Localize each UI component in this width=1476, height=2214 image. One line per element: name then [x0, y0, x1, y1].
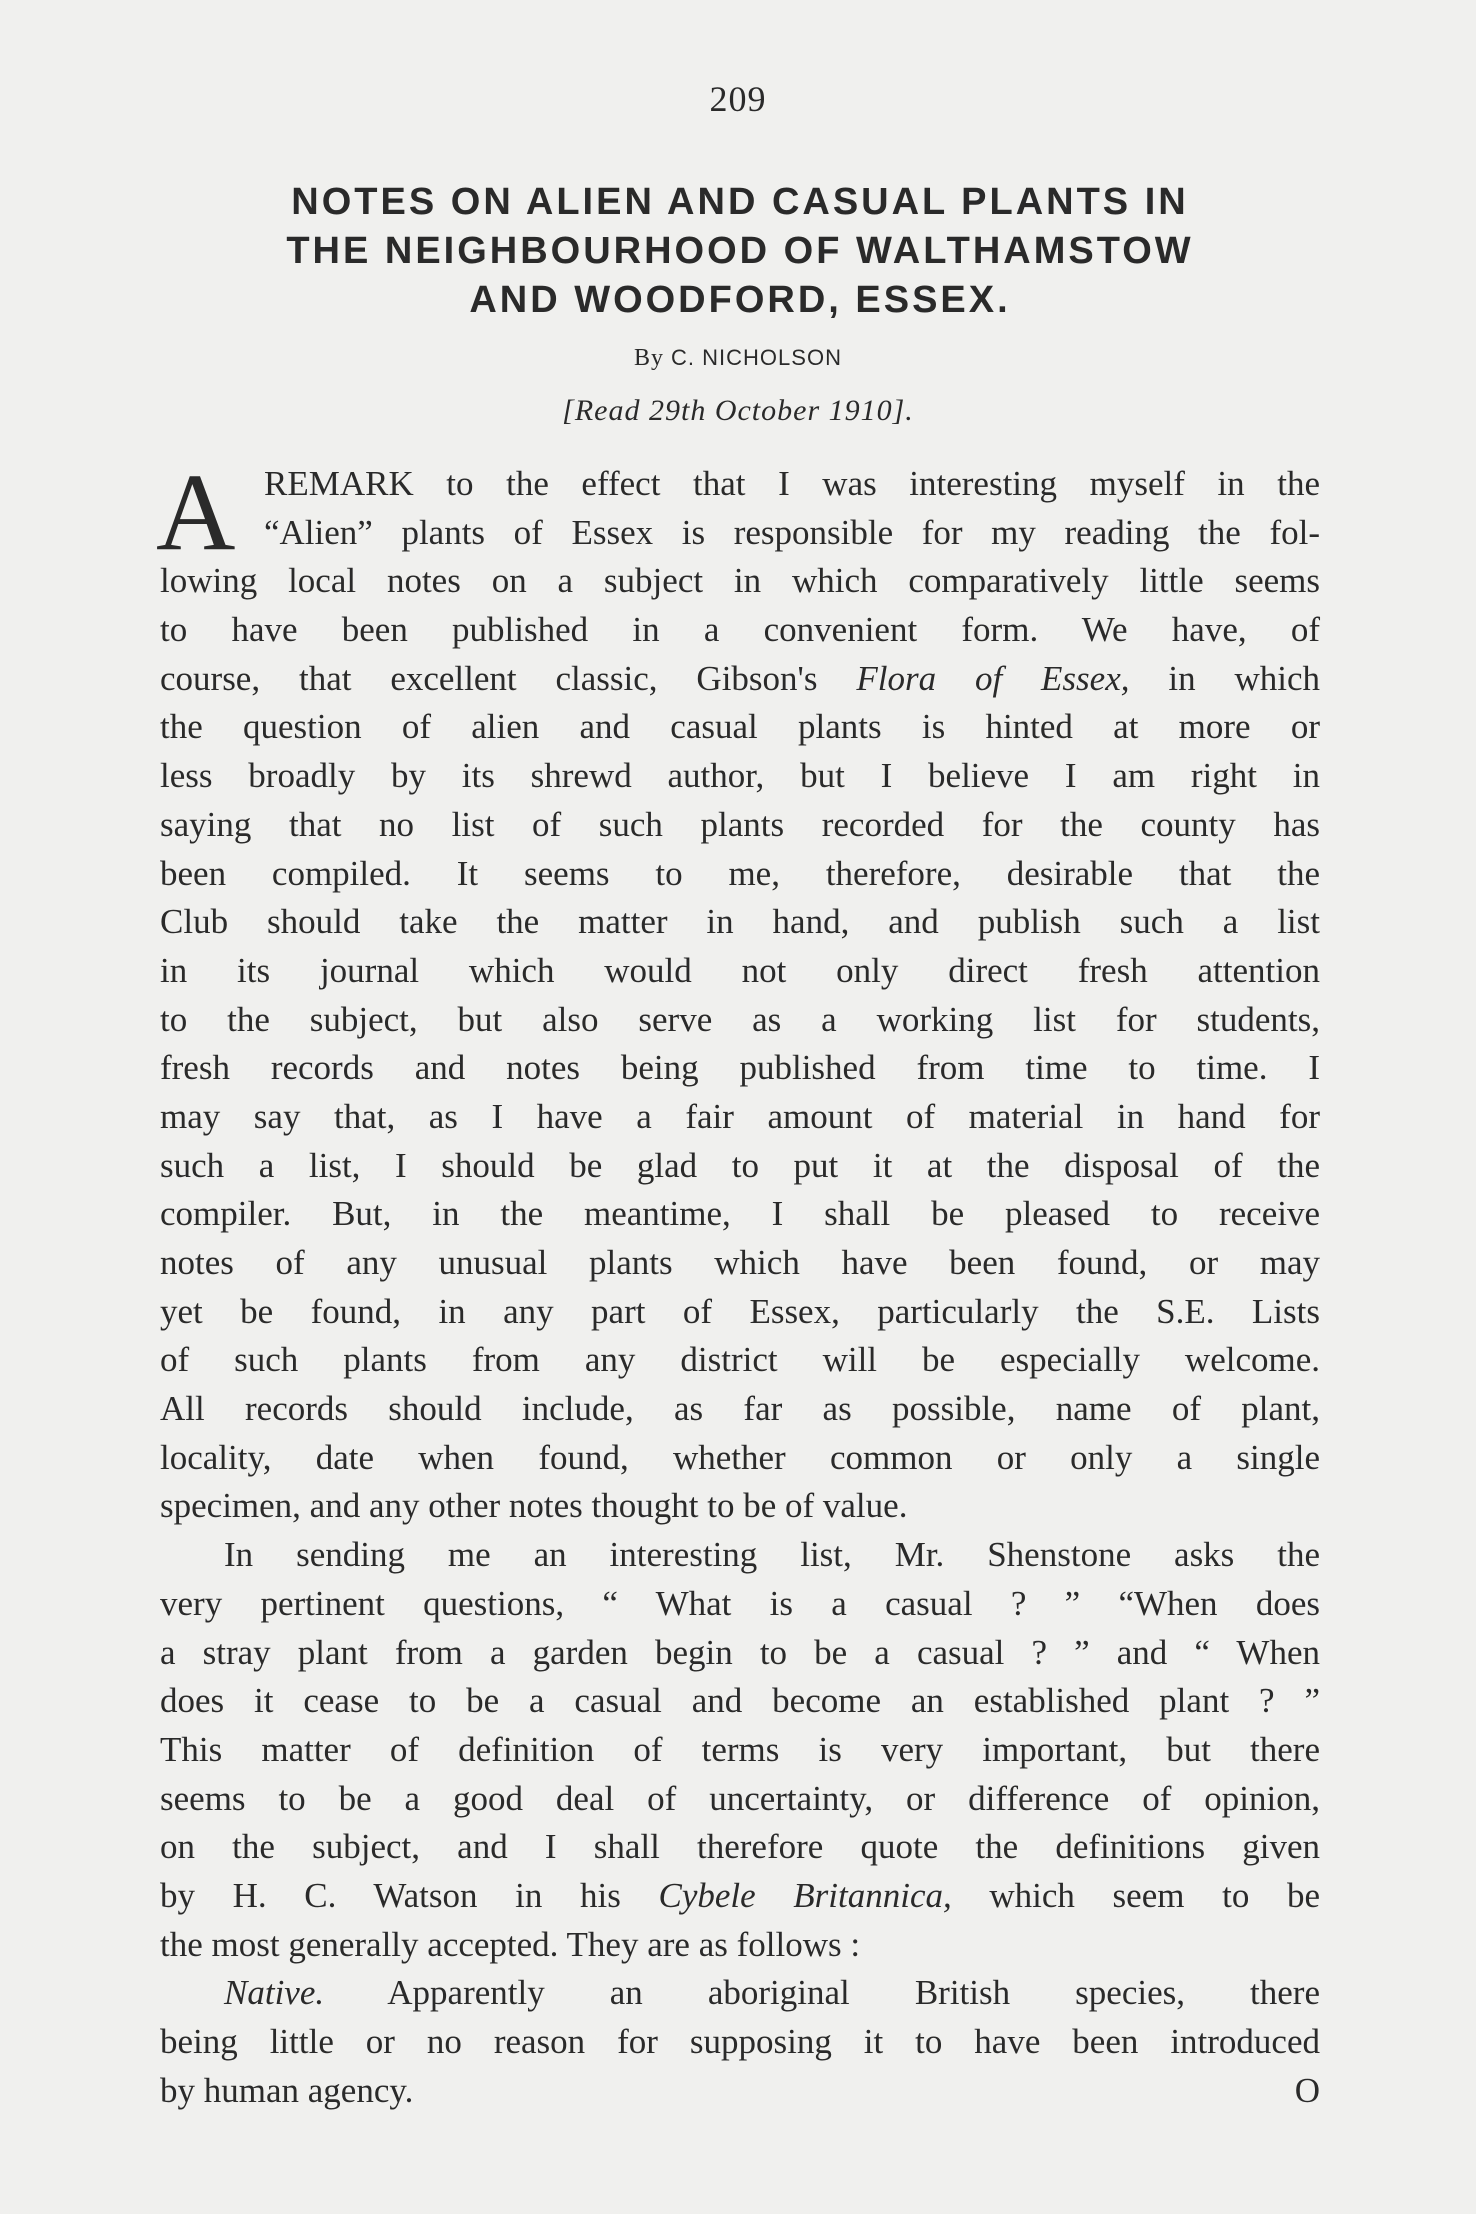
- text-line: “Alien” plants of Essex is responsible for my reading the fol-: [264, 512, 1320, 552]
- text-line: This matter of definition of terms is very important, but there: [160, 1729, 1320, 1769]
- drop-cap: A: [156, 451, 236, 573]
- text-line: [160, 2067, 1320, 2116]
- text-line: fresh records and notes being published from time to time. I: [160, 1048, 1320, 1088]
- text-line: All records should include, as far as possible, name of plant,: [160, 1389, 1320, 1429]
- paragraph-2: [160, 1531, 1320, 1969]
- page-number: 209: [709, 79, 767, 119]
- text-line: [160, 1969, 1320, 2018]
- text-line: seems to be a good deal of uncertainty, or difference of opinion,: [160, 1778, 1320, 1818]
- text-segment: by H. C. Watson in his: [160, 1875, 621, 1915]
- text-line: in its journal which would not only direct fresh attention: [160, 950, 1320, 990]
- book-title-cybele-britannica: Cybele Britannica,: [658, 1875, 952, 1915]
- text-line: a stray plant from a garden begin to be a casual ? ” and “ When: [160, 1632, 1320, 1672]
- author-name: C. NICHOLSON: [671, 345, 842, 370]
- text-line: may say that, as I have a fair amount of material in hand for: [160, 1096, 1320, 1136]
- title-line-1: NOTES ON ALIEN AND CASUAL PLANTS IN: [291, 181, 1189, 223]
- text-segment: which seem to be: [989, 1875, 1320, 1915]
- text-line: notes of any unusual plants which have been found, or may: [160, 1243, 1320, 1282]
- article-title: [150, 178, 1330, 325]
- text-line: the most generally accepted. They are as follows :: [160, 1924, 861, 1964]
- book-title-flora-of-essex: Flora of Essex,: [856, 658, 1130, 698]
- text-line: saying that no list of such plants recorded for the county has: [160, 804, 1320, 844]
- text-line: [160, 655, 1320, 704]
- text-line: locality, date when found, whether common or only a single: [160, 1437, 1320, 1477]
- text-line: yet be found, in any part of Essex, particularly the S.E. Lists: [160, 1291, 1320, 1331]
- text-line: compiler. But, in the meantime, I shall be pleased to receive: [160, 1194, 1320, 1234]
- text-line: such a list, I should be glad to put it at the disposal of the: [160, 1145, 1320, 1185]
- article-body: [156, 451, 1321, 2115]
- text-line: does it cease to be a casual and become an established plant ? ”: [160, 1681, 1320, 1721]
- text-line: being little or no reason for supposing it to have been introduced: [160, 2022, 1320, 2061]
- text-line: of such plants from any district will be especially welcome.: [160, 1340, 1320, 1380]
- text-line: specimen, and any other notes thought to be of value.: [160, 1486, 908, 1526]
- text-line: to the subject, but also serve as a working list for students,: [160, 999, 1320, 1039]
- text-segment: in which: [1168, 658, 1321, 698]
- title-line-2: THE NEIGHBOURHOOD OF WALTHAMSTOW: [286, 230, 1194, 272]
- text-line: lowing local notes on a subject in which comparatively little seems: [160, 561, 1320, 601]
- read-date: [0, 394, 1476, 428]
- text-line: REMARK to the effect that I was interesting myself in the: [264, 464, 1320, 503]
- text-line: to have been published in a convenient form. We have, of: [160, 610, 1320, 650]
- paragraph-3: [160, 1969, 1320, 2115]
- text-line: Club should take the matter in hand, and publish such a list: [160, 902, 1320, 942]
- byline: [0, 345, 1476, 372]
- text-line: very pertinent questions, “ What is a casual ? ” “When does: [160, 1583, 1320, 1623]
- read-date-text: [Read 29th October 1910].: [562, 394, 914, 427]
- text-segment: Apparently an aboriginal British species, there: [387, 1973, 1320, 2013]
- paragraph-1: [156, 451, 1321, 1531]
- text-segment: by human agency.: [160, 2070, 414, 2110]
- text-segment: course, that excellent classic, Gibson's: [160, 658, 818, 698]
- text-line: [160, 1872, 1320, 1921]
- text-line: been compiled. It seems to me, therefore, desirable that the: [160, 853, 1320, 893]
- text-line: In sending me an interesting list, Mr. Shenstone asks the: [224, 1535, 1320, 1575]
- byline-prefix: By: [634, 345, 665, 371]
- signature-mark: O: [1294, 2070, 1320, 2110]
- text-line: less broadly by its shrewd author, but I believe I am right in: [160, 756, 1320, 796]
- text-line: on the subject, and I shall therefore quote the definitions given: [160, 1827, 1320, 1867]
- title-line-3: AND WOODFORD, ESSEX.: [469, 279, 1011, 321]
- text-line: the question of alien and casual plants is hinted at more or: [160, 707, 1320, 747]
- term-native: Native.: [224, 1973, 325, 2013]
